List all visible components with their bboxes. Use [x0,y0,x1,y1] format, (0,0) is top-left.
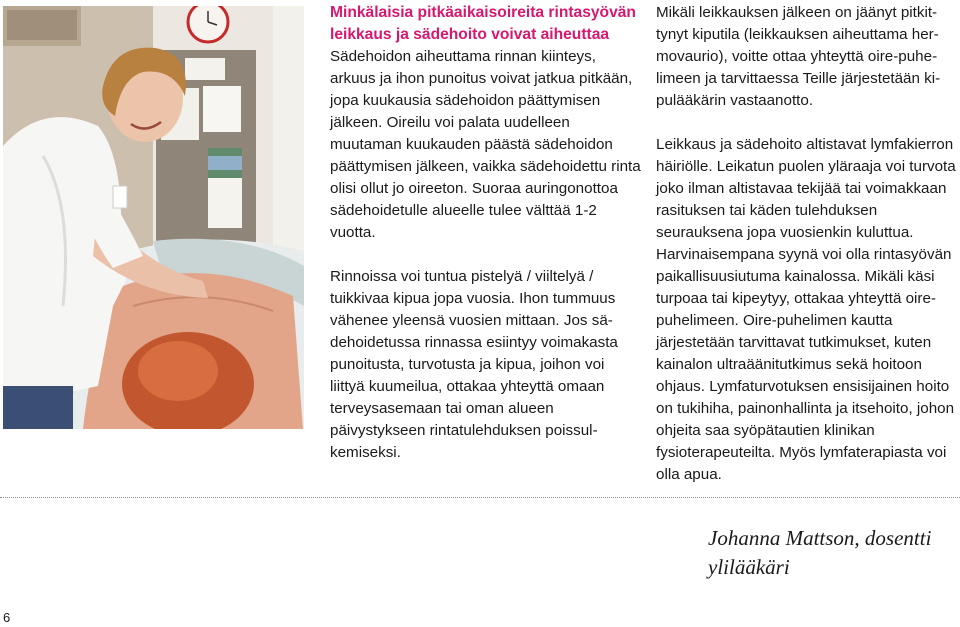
paragraph-lymphedema: Leikkaus ja sädehoito altistavat lymfakierron häiriölle. Leikatun puolen yläraaja voi turvota joko ilman altistavaa tekijää tai voimakkaan rasituksen tai käden tulehduksen seurauksena jopa vuosienkin kuluttua. Harvinaisempana syynä voi olla rintasyövän paikallisuusiutuma kainalossa. Mikäli käsi turpoaa tai kipeytyy, ottakaa yhteyttä oire-puhelimeen. Oire-puhelimen kautta järjestetään tarvittavat tutkimukset, kuten kainalon ultraäänitutkimus sekä hoitoon ohjaus. Lymfaturvotuksen ensisijainen hoito on tukihiha, painonhallinta ja itsehoito, johon ohjeita saa syöpätautien klinikan fysioterapeuteilta. Myös lymfaterapiasta voi olla apua. [656,136,956,483]
article-column-right [656,2,958,486]
paragraph-pain-symptoms: Rinnoissa voi tuntua pistelyä / viiltelyä / tuikkivaa kipua jopa vuosia. Ihon tummuus vähenee yleensä vuosien mittaan. Jos sädehoidetussa rinnassa esiintyy voimakasta punoitusta, turvotusta ja kipua, joihon voi liittyä kuumeilua, ottakaa yhteyttä omaan terveysasemaan tai oman alueen päivystykseen rintatulehduksen poissulkemiseksi. [330,268,618,461]
article-column-middle [330,2,642,464]
page-number: 6 [3,610,11,625]
author-name: Johanna Mattson, dosentti [708,526,932,550]
massage-photo-illustration [3,6,304,429]
paragraph-pain-clinic: Mikäli leikkauksen jälkeen on jäänyt pitkittynyt kiputila (leikkauksen aiheuttama hermovaurio), voitte ottaa yhteyttä oire-puhelimeen ja tarvittaessa Teille järjestetään kipulääkärin vastaanotto. [656,4,941,109]
author-signature [708,524,958,582]
section-divider [0,497,960,498]
article-photo [3,6,304,429]
paragraph-radiation-effects: Sädehoidon aiheuttama rinnan kiinteys, arkuus ja ihon punoitus voivat jatkua pitkään, jopa kuukausia sädehoidon päättymisen jälkeen. Oireilu voi palata uudelleen muutaman kuukauden päästä sädehoidon päättymisen jälkeen, vaikka sädehoidettu rinta olisi ollut jo oireeton. Suoraa auringonottoa sädehoidetulle alueelle tulee välttää 1-2 vuotta. [330,48,641,241]
author-title: ylilääkäri [708,555,790,579]
article-heading: Minkälaisia pitkäaikaisoireita rintasyövän leikkaus ja sädehoito voivat aiheuttaa [330,4,636,43]
